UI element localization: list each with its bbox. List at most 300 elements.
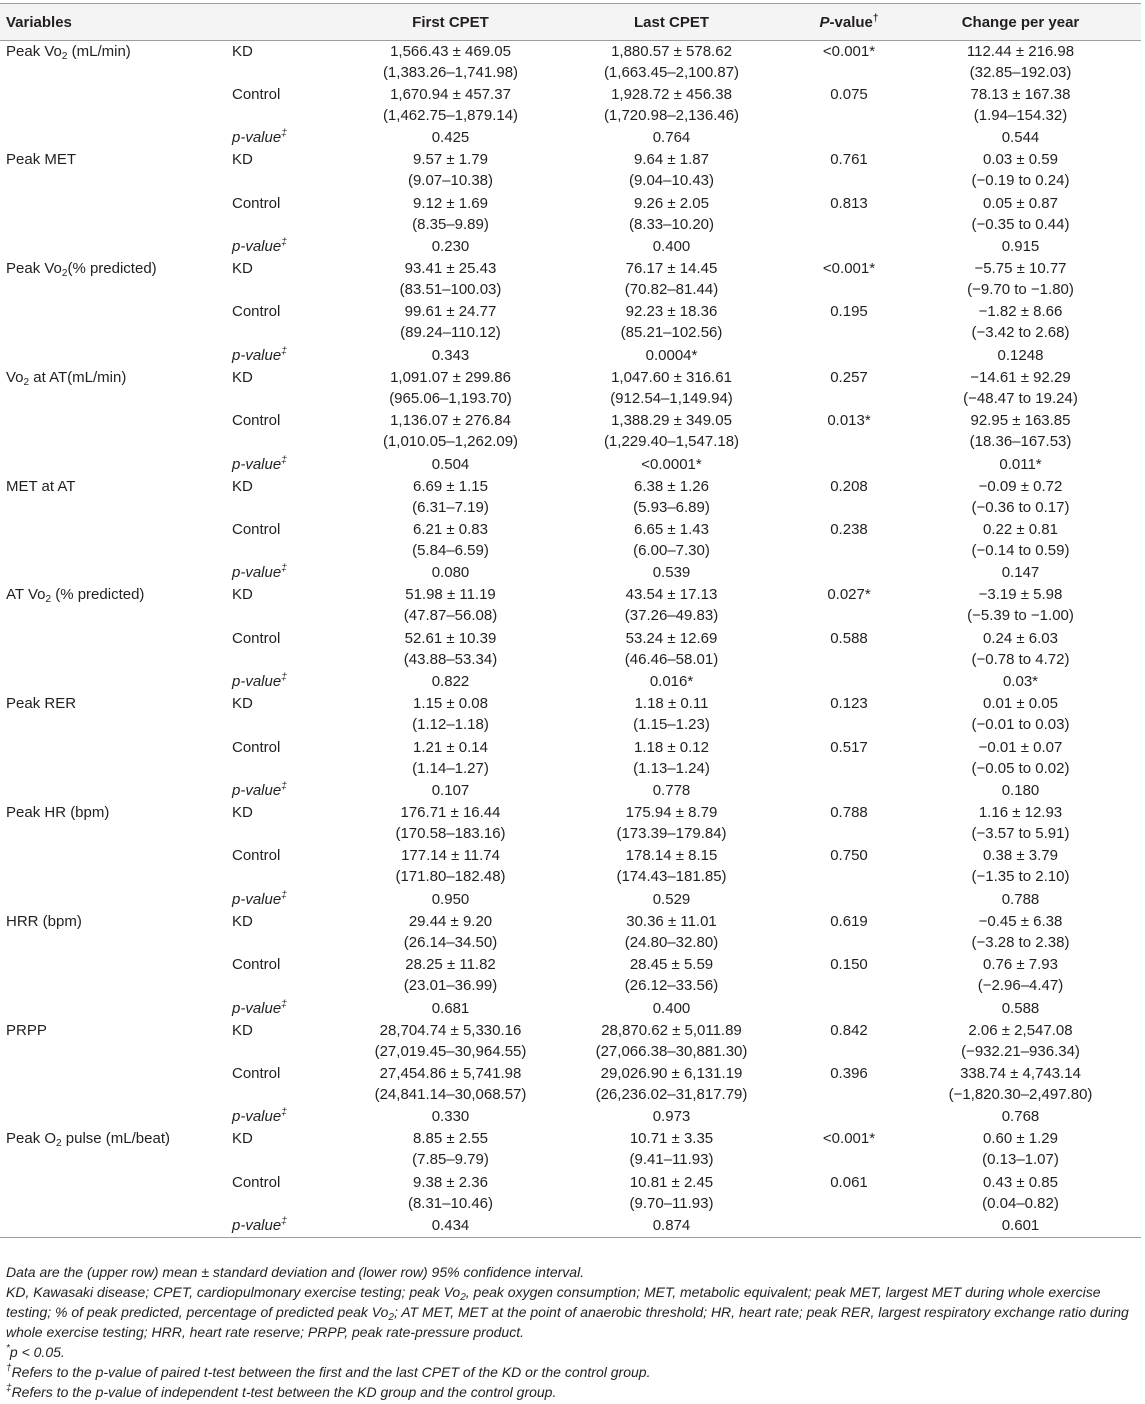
p-value-cell-value: 0.061	[830, 1173, 868, 1191]
variable-name	[0, 737, 232, 780]
footnote-data: Data are the (upper row) mean ± standard deviation and (lower row) 95% confidence interval.	[6, 1264, 585, 1280]
group-label: KD	[232, 1130, 253, 1148]
first-cpet-cell-value: 6.21 ± 0.83	[413, 521, 488, 539]
change-cell-ci: (1.94–154.32)	[973, 106, 1068, 124]
change-cell	[900, 367, 1141, 410]
header-first-cpet: First CPET	[356, 4, 545, 41]
change-cell	[900, 802, 1141, 845]
group-label: KD	[232, 586, 253, 604]
change-cell	[900, 845, 1141, 888]
last-cpet-cell-value: 1,880.57 ± 578.62	[611, 43, 732, 60]
p-value-cell-value: 0.813	[830, 194, 868, 212]
p-value-cell	[798, 84, 900, 127]
variable-name-empty	[0, 1106, 232, 1128]
change-cell-value: 112.44 ± 216.98	[966, 43, 1075, 60]
change-p	[900, 780, 1141, 802]
change-cell	[900, 737, 1141, 780]
variable-name	[0, 954, 232, 997]
first-cpet-cell-ci: (6.31–7.19)	[412, 498, 489, 516]
group-label: Control	[232, 1064, 281, 1082]
table-row	[0, 845, 1141, 888]
first-cpet-p	[356, 345, 545, 367]
change-cell	[900, 1063, 1141, 1106]
p-value-cell-value: 0.123	[830, 695, 868, 713]
first-cpet-p-value: 0.681	[431, 999, 470, 1017]
last-cpet-cell-ci: (27,066.38–30,881.30)	[595, 1042, 748, 1060]
table-row	[0, 193, 1141, 236]
table-row	[0, 584, 1141, 627]
last-cpet-cell-ci: (174.43–181.85)	[616, 868, 727, 886]
p-value-cell-value: 0.257	[830, 368, 868, 386]
first-cpet-cell-value: 93.41 ± 25.43	[404, 260, 497, 278]
change-p	[900, 127, 1141, 149]
first-cpet-cell	[356, 737, 545, 780]
first-cpet-cell-ci: (1,462.75–1,879.14)	[382, 106, 519, 124]
change-cell	[900, 954, 1141, 997]
variable-name-empty	[0, 127, 232, 149]
table-row	[0, 802, 1141, 845]
first-cpet-cell-value: 8.85 ± 2.55	[413, 1130, 488, 1148]
last-cpet-cell-ci: (1,663.45–2,100.87)	[603, 64, 740, 81]
change-cell-value: 0.76 ± 7.93	[983, 956, 1058, 974]
first-cpet-cell-value: 99.61 ± 24.77	[404, 303, 497, 321]
variable-name	[0, 193, 232, 236]
last-cpet-cell	[545, 149, 798, 192]
change-p-value: 0.588	[1001, 999, 1040, 1017]
table-row	[0, 367, 1141, 410]
first-cpet-cell-value: 28,704.74 ± 5,330.16	[379, 1021, 522, 1039]
change-cell-ci: (0.04–0.82)	[982, 1194, 1059, 1212]
last-cpet-cell-ci: (1.13–1.24)	[633, 759, 710, 777]
p-value-cell	[798, 1063, 900, 1106]
p-value-empty	[798, 1215, 900, 1237]
first-cpet-p	[356, 1106, 545, 1128]
change-cell-ci: (−0.19 to 0.24)	[971, 172, 1070, 190]
first-cpet-cell	[356, 301, 545, 344]
change-p-value: 0.147	[1001, 564, 1040, 582]
first-cpet-cell-ci: (23.01–36.99)	[403, 977, 498, 995]
first-cpet-cell-value: 1.21 ± 0.14	[413, 738, 488, 756]
last-cpet-cell-value: 76.17 ± 14.45	[625, 260, 718, 278]
last-cpet-cell-ci: (9.41–11.93)	[629, 1151, 714, 1169]
first-cpet-cell-ci: (8.35–9.89)	[412, 215, 489, 233]
first-cpet-cell-ci: (24,841.14–30,068.57)	[374, 1085, 527, 1103]
last-cpet-p-value: 0.973	[652, 1108, 691, 1126]
last-cpet-cell-ci: (26.12–33.56)	[624, 977, 719, 995]
change-p-value: 0.03*	[1002, 673, 1039, 691]
first-cpet-cell-value: 177.14 ± 11.74	[401, 847, 500, 865]
first-cpet-cell	[356, 1172, 545, 1215]
p-value-cell-value: 0.195	[830, 303, 868, 321]
first-cpet-p-value: 0.434	[431, 1217, 470, 1235]
change-cell-value: 0.60 ± 1.29	[983, 1130, 1058, 1148]
table-row	[0, 693, 1141, 736]
variable-name: MET at AT	[6, 477, 76, 495]
last-cpet-cell-value: 1,047.60 ± 316.61	[611, 368, 732, 386]
change-cell-value: 0.05 ± 0.87	[983, 194, 1058, 212]
p-value-cell-value: 0.842	[830, 1021, 868, 1039]
p-value-empty	[798, 345, 900, 367]
first-cpet-cell-ci: (1,010.05–1,262.09)	[382, 433, 519, 451]
change-cell	[900, 258, 1141, 301]
first-cpet-cell-ci: (170.58–183.16)	[395, 824, 506, 842]
change-p-value: 0.768	[1001, 1108, 1040, 1126]
first-cpet-cell	[356, 584, 545, 627]
first-cpet-cell-value: 1,670.94 ± 457.37	[390, 85, 511, 103]
variable-name-empty	[0, 671, 232, 693]
header-last-cpet: Last CPET	[545, 4, 798, 41]
last-cpet-p	[545, 780, 798, 802]
last-cpet-p	[545, 127, 798, 149]
first-cpet-p-value: 0.330	[431, 1108, 470, 1126]
table-row	[0, 410, 1141, 453]
variable-name	[0, 84, 232, 127]
last-cpet-cell-ci: (173.39–179.84)	[616, 824, 727, 842]
p-value-cell	[798, 1128, 900, 1171]
first-cpet-p	[356, 454, 545, 476]
change-cell	[900, 1020, 1141, 1063]
last-cpet-cell	[545, 84, 798, 127]
first-cpet-cell-value: 1,566.43 ± 469.05	[390, 43, 511, 60]
change-cell-ci: (−3.57 to 5.91)	[971, 824, 1070, 842]
change-cell-value: −3.19 ± 5.98	[978, 586, 1063, 604]
table-header-row	[0, 4, 1141, 41]
last-cpet-cell	[545, 1172, 798, 1215]
change-cell-ci: (−9.70 to −1.80)	[967, 281, 1074, 299]
change-cell-ci: (−1.35 to 2.10)	[971, 868, 1070, 886]
first-cpet-cell-value: 1.15 ± 0.08	[413, 695, 488, 713]
first-cpet-cell-ci: (83.51–100.03)	[399, 281, 502, 299]
change-p-value: 0.011*	[999, 455, 1042, 473]
last-cpet-cell	[545, 519, 798, 562]
change-cell	[900, 41, 1141, 84]
change-p-value: 0.788	[1001, 890, 1040, 908]
p-value-cell	[798, 258, 900, 301]
p-value-cell-value: 0.027*	[827, 586, 871, 604]
group-label: KD	[232, 151, 253, 169]
first-cpet-cell-ci: (1.14–1.27)	[412, 759, 489, 777]
change-cell-value: 0.03 ± 0.59	[983, 151, 1058, 169]
p-value-empty	[798, 671, 900, 693]
table-row-p-value	[0, 671, 1141, 693]
first-cpet-cell	[356, 41, 545, 84]
table-row	[0, 301, 1141, 344]
p-value-cell	[798, 802, 900, 845]
first-cpet-cell-ci: (26.14–34.50)	[403, 933, 498, 951]
last-cpet-cell-ci: (8.33–10.20)	[628, 215, 715, 233]
last-cpet-p-value: 0.778	[652, 781, 691, 799]
last-cpet-cell-value: 6.38 ± 1.26	[634, 477, 709, 495]
first-cpet-cell-ci: (5.84–6.59)	[412, 542, 489, 560]
first-cpet-cell-ci: (9.07–10.38)	[407, 172, 494, 190]
p-value-empty	[798, 1106, 900, 1128]
first-cpet-p-value: 0.343	[431, 346, 470, 364]
group-label: Control	[232, 629, 281, 647]
last-cpet-p	[545, 1106, 798, 1128]
p-value-cell-value: 0.013*	[827, 412, 871, 430]
table-row-p-value	[0, 345, 1141, 367]
table-row	[0, 1063, 1141, 1106]
change-cell	[900, 149, 1141, 192]
p-value-cell-value: <0.001*	[822, 1130, 876, 1148]
variable-name-empty	[0, 780, 232, 802]
p-value-cell	[798, 410, 900, 453]
last-cpet-cell-ci: (1.15–1.23)	[633, 716, 710, 734]
variable-name: Peak $O_2$ pulse (mL/beat)	[6, 1130, 170, 1150]
first-cpet-cell-ci: (1,383.26–1,741.98)	[382, 64, 519, 81]
last-cpet-p-value: 0.764	[652, 129, 691, 147]
p-value-label: p-value‡	[232, 998, 287, 1017]
first-cpet-cell-value: 28.25 ± 11.82	[405, 956, 496, 974]
change-cell	[900, 301, 1141, 344]
change-cell	[900, 519, 1141, 562]
group-label: KD	[232, 1021, 253, 1039]
header-variables: Variables	[0, 4, 232, 41]
change-p	[900, 454, 1141, 476]
p-value-label: p-value‡	[232, 1107, 287, 1126]
last-cpet-cell-ci: (26,236.02–31,817.79)	[595, 1085, 748, 1103]
change-p	[900, 562, 1141, 584]
change-cell-value: 92.95 ± 163.85	[970, 412, 1071, 430]
change-cell-ci: (−0.78 to 4.72)	[971, 650, 1070, 668]
variable-name-empty	[0, 1215, 232, 1237]
variable-name: Peak $Vo_2$ (mL/min)	[6, 43, 131, 62]
p-value-cell	[798, 693, 900, 736]
last-cpet-p-value: 0.400	[652, 999, 691, 1017]
last-cpet-cell-value: 29,026.90 ± 6,131.19	[600, 1064, 743, 1082]
p-value-label: p-value‡	[232, 1215, 356, 1237]
last-cpet-cell	[545, 954, 798, 997]
change-cell	[900, 1172, 1141, 1215]
last-cpet-p-value: <0.0001*	[641, 455, 702, 473]
last-cpet-cell	[545, 911, 798, 954]
first-cpet-cell-value: 6.69 ± 1.15	[413, 477, 488, 495]
change-p	[900, 345, 1141, 367]
table-row	[0, 737, 1141, 780]
variable-name: Peak $Vo_2(\%$ predicted)	[6, 260, 157, 280]
p-value-cell	[798, 476, 900, 519]
last-cpet-p	[545, 1215, 798, 1237]
first-cpet-cell-value: 9.38 ± 2.36	[413, 1173, 488, 1191]
first-cpet-cell-value: 9.57 ± 1.79	[413, 151, 488, 169]
change-cell	[900, 911, 1141, 954]
first-cpet-cell	[356, 193, 545, 236]
change-p-value: 0.1248	[997, 346, 1044, 364]
last-cpet-cell-value: 28.45 ± 5.59	[629, 956, 714, 974]
first-cpet-cell	[356, 628, 545, 671]
change-cell-value: −0.45 ± 6.38	[978, 912, 1063, 930]
p-value-cell	[798, 737, 900, 780]
p-value-cell-value: <0.001*	[822, 260, 876, 278]
last-cpet-p	[545, 236, 798, 258]
last-cpet-cell-ci: (5.93–6.89)	[633, 498, 710, 516]
last-cpet-cell	[545, 476, 798, 519]
group-label: Control	[232, 1173, 281, 1191]
group-label: KD	[232, 477, 253, 495]
last-cpet-cell	[545, 584, 798, 627]
p-value-label: p-value‡	[232, 128, 287, 147]
first-cpet-cell-value: 1,091.07 ± 299.86	[390, 368, 511, 386]
first-cpet-p-value: 0.822	[431, 673, 470, 691]
last-cpet-cell-value: 10.71 ± 3.35	[629, 1130, 714, 1148]
first-cpet-cell	[356, 1020, 545, 1063]
p-value-cell-value: 0.238	[830, 521, 868, 539]
last-cpet-cell	[545, 301, 798, 344]
last-cpet-cell-ci: (9.70–11.93)	[629, 1194, 714, 1212]
change-cell-value: −14.61 ± 92.29	[970, 368, 1071, 386]
change-cell-ci: (−0.14 to 0.59)	[971, 542, 1070, 560]
table-row	[0, 476, 1141, 519]
change-cell-ci: (−2.96–4.47)	[977, 977, 1064, 995]
first-cpet-p	[356, 780, 545, 802]
table-body	[0, 41, 1141, 1238]
p-value-cell-value: 0.150	[830, 956, 868, 974]
variable-name	[0, 845, 232, 888]
change-p	[900, 1106, 1141, 1128]
p-value-empty	[798, 236, 900, 258]
last-cpet-cell-value: 53.24 ± 12.69	[625, 629, 718, 647]
table-row	[0, 258, 1141, 301]
change-cell	[900, 1128, 1141, 1171]
last-cpet-cell	[545, 1020, 798, 1063]
p-value-empty	[798, 454, 900, 476]
p-value-cell	[798, 1020, 900, 1063]
group-label: Control	[232, 412, 281, 430]
first-cpet-p	[356, 127, 545, 149]
change-cell-ci: (−3.28 to 2.38)	[971, 933, 1070, 951]
change-cell-value: 338.74 ± 4,743.14	[960, 1064, 1081, 1082]
first-cpet-cell	[356, 802, 545, 845]
last-cpet-cell	[545, 1128, 798, 1171]
first-cpet-cell	[356, 519, 545, 562]
change-cell-value: 0.22 ± 0.81	[983, 521, 1058, 539]
first-cpet-p-value: 0.950	[431, 890, 470, 908]
p-value-cell-value: 0.517	[830, 738, 868, 756]
change-cell-ci: (−932.21–936.34)	[961, 1042, 1080, 1060]
p-value-empty	[798, 889, 900, 911]
table-row	[0, 41, 1141, 84]
first-cpet-cell-value: 1,136.07 ± 276.84	[390, 412, 511, 430]
change-cell	[900, 193, 1141, 236]
change-cell-ci: (−0.01 to 0.03)	[971, 716, 1070, 734]
first-cpet-cell	[356, 1063, 545, 1106]
first-cpet-p	[356, 236, 545, 258]
last-cpet-p	[545, 998, 798, 1020]
variable-name	[0, 1172, 232, 1215]
p-value-cell-value: 0.396	[830, 1064, 868, 1082]
change-cell-value: −0.01 ± 0.07	[978, 738, 1063, 756]
p-value-cell	[798, 367, 900, 410]
p-value-cell-value: 0.208	[830, 477, 868, 495]
change-cell	[900, 584, 1141, 627]
first-cpet-cell-ci: (47.87–56.08)	[403, 607, 498, 625]
variable-name-empty	[0, 998, 232, 1020]
change-cell-value: −5.75 ± 10.77	[974, 260, 1067, 278]
group-label: Control	[232, 303, 281, 321]
first-cpet-cell-value: 176.71 ± 16.44	[400, 803, 501, 821]
first-cpet-p-value: 0.230	[431, 238, 470, 256]
footnote-significance: *p < 0.05.	[6, 1343, 65, 1360]
last-cpet-cell-value: 9.64 ± 1.87	[634, 151, 709, 169]
p-value-cell	[798, 845, 900, 888]
table-row	[0, 1020, 1141, 1063]
p-value-cell-value: 0.619	[830, 912, 868, 930]
first-cpet-cell	[356, 911, 545, 954]
last-cpet-cell-value: 10.81 ± 2.45	[629, 1173, 714, 1191]
last-cpet-cell-ci: (9.04–10.43)	[628, 172, 715, 190]
variable-name	[0, 301, 232, 344]
last-cpet-p	[545, 671, 798, 693]
change-cell-value: 0.24 ± 6.03	[983, 629, 1058, 647]
last-cpet-cell	[545, 1063, 798, 1106]
change-cell-value: 78.13 ± 167.38	[970, 85, 1071, 103]
first-cpet-cell	[356, 476, 545, 519]
first-cpet-p	[356, 1215, 545, 1237]
table-row	[0, 1172, 1141, 1215]
table-row-p-value	[0, 998, 1141, 1020]
variable-name-empty	[0, 236, 232, 258]
table-row	[0, 149, 1141, 192]
last-cpet-cell-value: 92.23 ± 18.36	[625, 303, 718, 321]
change-cell-value: 0.01 ± 0.05	[983, 695, 1058, 713]
last-cpet-p-value: 0.539	[652, 564, 691, 582]
first-cpet-cell-value: 29.44 ± 9.20	[408, 912, 493, 930]
change-cell-ci: (−1,820.30–2,497.80)	[948, 1085, 1093, 1103]
footnote-abbreviations: KD, Kawasaki disease; CPET, cardiopulmonary exercise testing; peak $Vo_2$, peak oxygen consumption; MET, metabolic equivalent; peak MET, largest MET during whole exercise testing; % of peak predicted, percentage of predicted peak $Vo_2$; AT MET, MET at the point of anaerobic threshold; HR, heart rate; peak RER, largest respiratory exchange ratio during whole exercise testing; HRR, heart rate reserve; PRPP, peak rate-pressure product.	[6, 1284, 1129, 1340]
last-cpet-cell	[545, 737, 798, 780]
p-value-label: p-value‡	[232, 345, 287, 364]
last-cpet-p	[545, 889, 798, 911]
last-cpet-cell	[545, 41, 798, 84]
p-value-cell-value: 0.588	[830, 629, 868, 647]
first-cpet-cell	[356, 149, 545, 192]
last-cpet-cell	[545, 410, 798, 453]
cpet-results-table	[0, 3, 1141, 1238]
last-cpet-cell-value: 1,928.72 ± 456.38	[611, 85, 732, 103]
variable-name	[0, 1063, 232, 1106]
change-cell-value: 0.38 ± 3.79	[983, 847, 1058, 865]
change-p	[900, 998, 1141, 1020]
last-cpet-cell-ci: (46.46–58.01)	[624, 650, 719, 668]
last-cpet-p-value: 0.400	[652, 238, 691, 256]
table-row	[0, 628, 1141, 671]
last-cpet-cell	[545, 628, 798, 671]
variable-name: Peak MET	[6, 151, 77, 169]
group-label: Control	[232, 85, 281, 103]
change-cell	[900, 628, 1141, 671]
table-row-p-value	[0, 1106, 1141, 1128]
p-value-empty	[798, 998, 900, 1020]
last-cpet-cell-value: 1.18 ± 0.11	[634, 695, 709, 713]
variable-name	[0, 628, 232, 671]
p-value-label: p-value‡	[232, 889, 287, 908]
p-value-cell	[798, 149, 900, 192]
change-p-value: 0.544	[1001, 129, 1040, 147]
first-cpet-cell	[356, 258, 545, 301]
first-cpet-p-value: 0.425	[431, 129, 470, 147]
change-cell-value: 0.43 ± 0.85	[983, 1173, 1058, 1191]
last-cpet-cell-ci: (37.26–49.83)	[624, 607, 719, 625]
table-row-p-value	[0, 1215, 1141, 1237]
change-cell-value: 2.06 ± 2,547.08	[968, 1021, 1073, 1039]
change-p-value: 0.915	[1001, 238, 1040, 256]
change-cell-ci: (−5.39 to −1.00)	[967, 607, 1074, 625]
last-cpet-cell-value: 175.94 ± 8.79	[625, 803, 718, 821]
first-cpet-cell-ci: (43.88–53.34)	[403, 650, 498, 668]
first-cpet-cell-value: 51.98 ± 11.19	[405, 586, 496, 604]
table-row-p-value	[0, 889, 1141, 911]
first-cpet-p	[356, 562, 545, 584]
